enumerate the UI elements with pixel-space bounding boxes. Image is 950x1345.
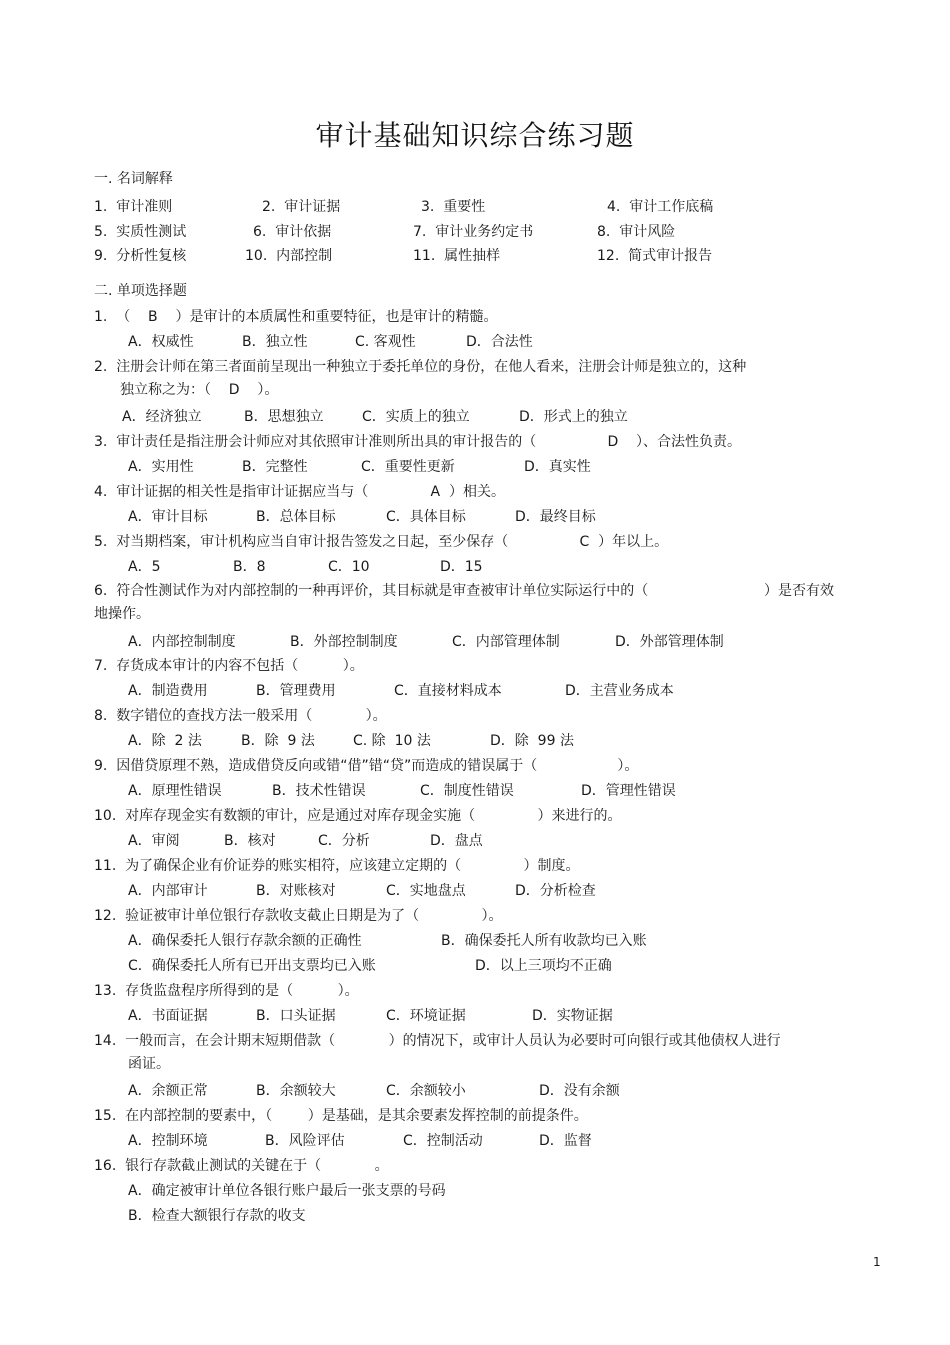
option: B．管理费用	[256, 683, 336, 699]
option: C．实质上的独立	[362, 409, 470, 425]
option: B．口头证据	[256, 1008, 336, 1024]
option: B．余额较大	[256, 1083, 336, 1099]
option: B．技术性错误	[272, 783, 366, 799]
option: D．最终目标	[515, 509, 596, 525]
option: B．核对	[224, 833, 276, 849]
option: D．没有余额	[539, 1083, 620, 1099]
question-text: 15. 在内部控制的要素中，（ ）是基础，是其余要素发挥控制的前提条件。	[94, 1108, 588, 1124]
question-text: 11. 为了确保企业有价证券的账实相符，应该建立定期的（ ）制度。	[94, 858, 580, 874]
option: B．独立性	[242, 334, 308, 350]
option: A．确定被审计单位各银行账户最后一张支票的号码	[128, 1183, 446, 1199]
question-text: 12. 验证被审计单位银行存款收支截止日期是为了（ ）。	[94, 908, 503, 924]
option: A．5	[128, 559, 161, 575]
option: A．确保委托人银行存款余额的正确性	[128, 933, 362, 949]
term-item: 7. 审计业务约定书	[413, 224, 534, 240]
option: B．检查大额银行存款的收支	[128, 1208, 306, 1224]
option: C．余额较小	[386, 1083, 466, 1099]
option: A．实用性	[128, 459, 194, 475]
option: D．分析检查	[515, 883, 596, 899]
option: A．余额正常	[128, 1083, 208, 1099]
option: B．外部控制制度	[290, 634, 398, 650]
question-text: 2. 注册会计师在第三者面前呈现出一种独立于委托单位的身份，在他人看来，注册会计师是独立的，这种	[94, 359, 747, 375]
term-item: 2. 审计证据	[262, 199, 341, 215]
option: A．除 2 法	[128, 733, 202, 749]
question-text: 9. 因借贷原理不熟，造成借贷反向或错“借”错“贷”而造成的错误属于（ ）。	[94, 758, 639, 774]
option: A．审阅	[128, 833, 180, 849]
question-text: 1. （ B ）是审计的本质属性和重要特征，也是审计的精髓。	[94, 309, 498, 325]
option: C. 客观性	[355, 334, 416, 350]
option: D．外部管理体制	[615, 634, 724, 650]
option: D．真实性	[524, 459, 591, 475]
option: D．以上三项均不正确	[475, 958, 612, 974]
option: A．书面证据	[128, 1008, 208, 1024]
option: D．除 99 法	[490, 733, 574, 749]
page-number: 1	[873, 1255, 881, 1269]
option: C．控制活动	[403, 1133, 483, 1149]
term-item: 6. 审计依据	[253, 224, 332, 240]
option: D．盘点	[430, 833, 483, 849]
option: C．直接材料成本	[394, 683, 502, 699]
option: D．主营业务成本	[565, 683, 674, 699]
question-text: 4. 审计证据的相关性是指审计证据应当与（ A ）相关。	[94, 484, 506, 500]
option: C．具体目标	[386, 509, 466, 525]
question-text: 5. 对当期档案，审计机构应当自审计报告签发之日起，至少保存（ C ）年以上。	[94, 534, 669, 550]
option: B．除 9 法	[241, 733, 315, 749]
page-title: 审计基础知识综合练习题	[315, 119, 635, 152]
question-text: 10. 对库存现金实有数额的审计，应是通过对库存现金实施（ ）来进行的。	[94, 808, 622, 824]
option: A．内部审计	[128, 883, 208, 899]
term-item: 8. 审计风险	[597, 224, 676, 240]
term-item: 1. 审计准则	[94, 199, 173, 215]
section-heading-choice: 二. 单项选择题	[94, 283, 187, 299]
option: B．对账核对	[256, 883, 336, 899]
option: C．环境证据	[386, 1008, 466, 1024]
question-text-cont: 地操作。	[94, 606, 150, 622]
option: B．完整性	[242, 459, 308, 475]
option: C．实地盘点	[386, 883, 466, 899]
term-item: 5. 实质性测试	[94, 224, 187, 240]
option: A．审计目标	[128, 509, 208, 525]
term-item: 10. 内部控制	[245, 248, 333, 264]
option: B．风险评估	[265, 1133, 345, 1149]
option: D．监督	[539, 1133, 592, 1149]
question-text: 8. 数字错位的查找方法一般采用（ ）。	[94, 708, 387, 724]
option: A．内部控制制度	[128, 634, 236, 650]
question-text: 14. 一般而言，在会计期末短期借款（ ）的情况下，或审计人员认为必要时可向银行或其他债权人进行	[94, 1033, 781, 1049]
question-text: 16. 银行存款截止测试的关键在于（ 。	[94, 1158, 389, 1174]
option: D．合法性	[466, 334, 533, 350]
option: A．经济独立	[122, 409, 202, 425]
question-text-cont: 独立称之为：（ D ）。	[120, 382, 279, 398]
option: C. 除 10 法	[353, 733, 431, 749]
option: D．实物证据	[532, 1008, 613, 1024]
option: D．15	[440, 559, 483, 575]
question-text: 3. 审计责任是指注册会计师应对其依照审计准则所出具的审计报告的（ D ）、合法性负责。	[94, 434, 742, 450]
option: B．确保委托人所有收款均已入账	[441, 933, 647, 949]
option: A．原理性错误	[128, 783, 222, 799]
option: D．形式上的独立	[519, 409, 628, 425]
option: A．控制环境	[128, 1133, 208, 1149]
option: B．总体目标	[256, 509, 336, 525]
term-item: 3. 重要性	[421, 199, 486, 215]
option: C．分析	[318, 833, 370, 849]
term-item: 12. 简式审计报告	[597, 248, 713, 264]
section-heading-terms: 一. 名词解释	[94, 171, 173, 187]
option: B．思想独立	[244, 409, 324, 425]
question-text-cont: 函证。	[128, 1056, 170, 1072]
option: C．内部管理体制	[452, 634, 560, 650]
term-item: 11. 属性抽样	[413, 248, 501, 264]
question-text: 7. 存货成本审计的内容不包括（ ）。	[94, 658, 364, 674]
option: C．确保委托人所有已开出支票均已入账	[128, 958, 376, 974]
option: D．管理性错误	[581, 783, 676, 799]
option: C．重要性更新	[361, 459, 455, 475]
term-item: 4. 审计工作底稿	[607, 199, 714, 215]
term-item: 9. 分析性复核	[94, 248, 187, 264]
option: A．权威性	[128, 334, 194, 350]
option: C．制度性错误	[420, 783, 514, 799]
question-text: 6. 符合性测试作为对内部控制的一种再评价，其目标就是审查被审计单位实际运行中的（ ）是否有效	[94, 583, 834, 599]
option: B．8	[233, 559, 266, 575]
option: C．10	[328, 559, 370, 575]
question-text: 13. 存货监盘程序所得到的是（ ）。	[94, 983, 359, 999]
option: A．制造费用	[128, 683, 208, 699]
